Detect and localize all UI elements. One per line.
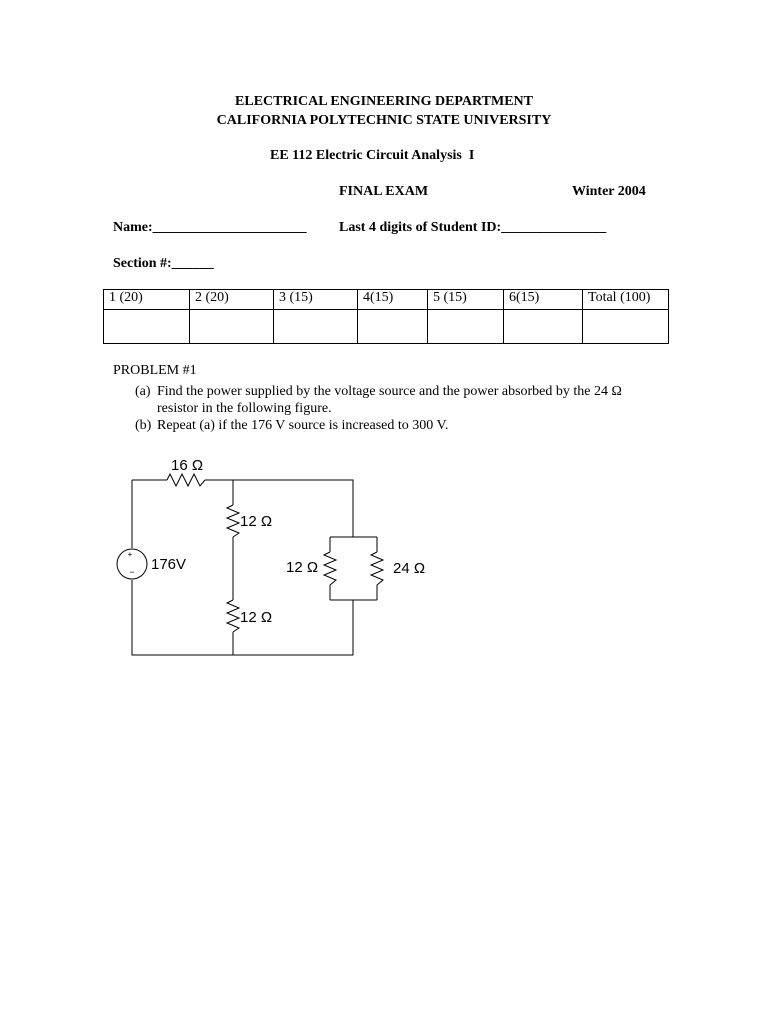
label-12-ohm-lower: 12 Ω xyxy=(240,609,273,626)
part-a-label: (a) xyxy=(135,384,151,399)
score-header-2: 2 (20) xyxy=(190,290,274,310)
label-12-ohm-upper: 12 Ω xyxy=(240,513,273,530)
department-heading: ELECTRICAL ENGINEERING DEPARTMENT xyxy=(235,94,533,109)
label-source-voltage: 176V xyxy=(151,556,187,573)
resistor-16-ohm xyxy=(167,474,205,486)
resistor-12-ohm-lower xyxy=(227,600,239,632)
resistor-12-ohm-upper xyxy=(227,505,239,537)
problem-title: PROBLEM #1 xyxy=(113,363,197,378)
part-b-label: (b) xyxy=(135,418,152,433)
name-field[interactable]: Name:______________________ xyxy=(113,220,307,235)
student-id-field[interactable]: Last 4 digits of Student ID:_______________ xyxy=(339,220,607,235)
score-header-4: 4(15) xyxy=(358,290,428,310)
resistor-24-ohm xyxy=(371,552,383,585)
exam-term: Winter 2004 xyxy=(572,184,646,199)
score-header-5: 5 (15) xyxy=(428,290,504,310)
label-12-ohm-parallel: 12 Ω xyxy=(286,559,319,576)
university-heading: CALIFORNIA POLYTECHNIC STATE UNIVERSITY xyxy=(216,113,552,128)
exam-title: FINAL EXAM xyxy=(339,184,429,199)
score-header-total: Total (100) xyxy=(583,290,669,310)
score-header-3: 3 (15) xyxy=(274,290,358,310)
source-plus-sign: + xyxy=(127,550,133,559)
resistor-12-ohm-parallel xyxy=(324,552,336,585)
score-header-1: 1 (20) xyxy=(104,290,190,310)
course-title: EE 112 Electric Circuit Analysis I xyxy=(270,148,475,163)
label-16-ohm: 16 Ω xyxy=(171,457,204,474)
label-24-ohm: 24 Ω xyxy=(393,560,426,577)
source-minus-sign: − xyxy=(129,567,135,577)
section-field[interactable]: Section #:______ xyxy=(113,256,214,271)
part-a-text-line2: resistor in the following figure. xyxy=(157,401,332,416)
part-a-text-line1: Find the power supplied by the voltage source and the power absorbed by the 24 Ω xyxy=(157,384,622,399)
score-header-6: 6(15) xyxy=(504,290,583,310)
part-b-text: Repeat (a) if the 176 V source is increased to 300 V. xyxy=(157,418,449,433)
